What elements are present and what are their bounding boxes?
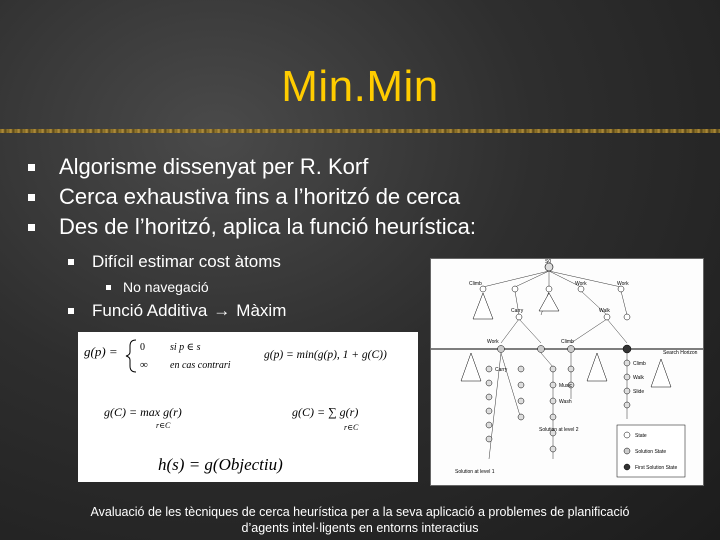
- tree-node-label: Carry: [511, 308, 524, 314]
- root-label: S0: [545, 259, 552, 265]
- bullet-square-icon: [28, 164, 35, 171]
- footer-line: d’agents intel·ligents en entorns interactius: [241, 521, 479, 535]
- formula-h-objective: h(s) = g(Objectiu): [158, 455, 283, 474]
- tree-node-label: Walk: [633, 375, 644, 381]
- bullet-item: [28, 182, 476, 212]
- search-horizon-label: Search Horizon: [663, 350, 698, 356]
- title-divider: [0, 129, 720, 133]
- arrow-right-icon: →: [213, 301, 231, 320]
- bullet-text: Algorisme dissenyat per R. Korf: [59, 154, 369, 179]
- tree-node-label: Slide: [633, 389, 645, 395]
- bullet-list: [28, 152, 476, 242]
- slide-footer: [0, 504, 720, 536]
- sub-bullet-text: Difícil estimar cost àtoms: [92, 252, 281, 271]
- formula-gc-max-subscript: r∈C: [156, 421, 171, 430]
- formula-graphic: [78, 332, 418, 482]
- bullet-square-icon: [68, 259, 74, 265]
- search-tree-diagram: [430, 258, 704, 486]
- legend-label: Solution State: [635, 449, 667, 455]
- solution-level1-label: Solution at level 1: [455, 469, 495, 475]
- bullet-square-icon: [68, 308, 74, 314]
- formula-gp-min: g(p) = min(g(p), 1 + g(C)): [264, 349, 387, 361]
- formula-case1-condition: si p ∈ s: [170, 342, 201, 353]
- brace-shape: [126, 340, 136, 372]
- tree-node-label: Work: [575, 281, 587, 287]
- formula-gc-max: g(C) = max g(r): [104, 405, 182, 419]
- bullet-square-icon: [28, 224, 35, 231]
- formula-case1-value: 0: [140, 342, 145, 353]
- tree-node-label: Work: [487, 339, 499, 345]
- tree-node-label: Music: [559, 383, 573, 389]
- tree-node-label: Work: [617, 281, 629, 287]
- tree-node-label: Carry: [495, 367, 508, 373]
- formula-gc-sum-subscript: r∈C: [344, 423, 359, 432]
- slide-title: Min.Min: [281, 62, 439, 111]
- bullet-square-icon: [28, 194, 35, 201]
- tree-node-label: Climb: [469, 281, 482, 287]
- sub-sub-bullet-item: [106, 279, 209, 295]
- tree-node-label: Wash: [559, 399, 572, 405]
- tree-node-label: Walk: [599, 308, 610, 314]
- sub-bullet-text: Funció Additiva: [92, 301, 208, 320]
- solution-level2-label: Solution at level 2: [539, 427, 579, 433]
- tree-node-label: Climb: [561, 339, 574, 345]
- formula-gp-lhs: g(p) =: [84, 344, 118, 359]
- sub-sub-bullet-text: No navegació: [123, 279, 209, 295]
- sub-bullet-item: [68, 252, 281, 272]
- search-tree-graphic: [431, 259, 703, 485]
- legend-label: State: [635, 433, 647, 439]
- bullet-square-icon: [106, 285, 111, 290]
- bullet-item: [28, 152, 476, 182]
- sub-bullet-item: [68, 301, 286, 321]
- bullet-item: [28, 212, 476, 242]
- bullet-text: Cerca exhaustiva fins a l’horitzó de cerca: [59, 184, 461, 209]
- formula-panel: [78, 332, 418, 482]
- legend-label: First Solution State: [635, 465, 678, 471]
- formula-gc-sum: g(C) = ∑ g(r): [292, 405, 359, 419]
- tree-node-label: Climb: [633, 361, 646, 367]
- formula-case2-value: ∞: [140, 359, 148, 371]
- formula-case2-condition: en cas contrari: [170, 360, 231, 371]
- footer-line: Avaluació de les tècniques de cerca heurística per a la seva aplicació a problemes de planificació: [90, 505, 630, 519]
- bullet-text: Des de l’horitzó, aplica la funció heurística:: [59, 214, 476, 239]
- sub-bullet-text: Màxim: [236, 301, 287, 320]
